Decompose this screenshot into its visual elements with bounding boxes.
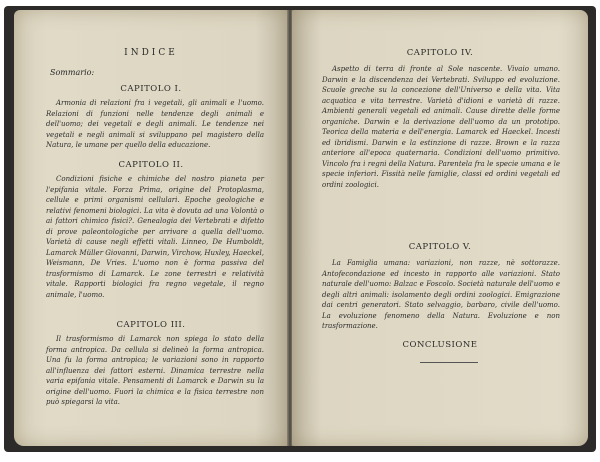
left-page xyxy=(14,10,288,446)
chapter-5-heading: CAPITOLO V. xyxy=(408,242,472,252)
conclusion-heading: CONCLUSIONE xyxy=(402,340,478,350)
closing-rule xyxy=(420,362,478,363)
open-book xyxy=(4,6,596,452)
chapter-1-heading: CAPITOLO I. xyxy=(120,84,182,94)
chapter-2-heading: CAPITOLO II. xyxy=(118,160,184,170)
chapter-5-summary: La Famiglia umana: variazioni, non razze, nè sottorazze. Antofecondazione ed incesto in rapporto alle variazioni. Stato naturale dell'uomo: Balzac e Foscolo. Società naturale dell'uomo e degli altri animali: isolamento degli ordini zoologici. Emigrazione dai centri generatori. Stato selvaggio, barbaro, civile dell'uomo. La evoluzione fenomeno della Natura. Evoluzione e non trasformazione. xyxy=(322,259,560,330)
right-page xyxy=(292,10,588,446)
chapter-3-heading: CAPITOLO III. xyxy=(116,320,186,330)
chapter-4-heading: CAPITOLO IV. xyxy=(406,48,474,58)
chapter-1-summary: Armonia di relazioni fra i vegetali, gli animali e l'uomo. Relazioni di funzioni nelle tendenze degli animali e dell'uomo; dei vegetali e degli animali. Le tendenze nei vegetali e negli animali si sviluppano pel magistero della Natura, le umane per quello della educazione. xyxy=(46,99,264,149)
chapter-2-summary: Condizioni fisiche e chimiche del nostro pianeta per l'epifania vitale. Forza Prima, origine del Protoplasma, cellule e primi organismi cellulari. Epoche geologiche e relativi fenomeni biologici. La vita è dovuta ad una Volontà o ai fattori chimico fisici?. Genealogia dei Vertebrati e difetto di prove paleontologiche per arrivare a quella dell'uomo. Varietà di cause negli effetti vitali. Linneo, De Humboldt, Lamarck Müller Giovanni, Darwin, Virchow, Huxley, Haeckel, Weismann, De Vries. L'uomo non è forma passiva del trasformismo di Lamarck. Le zone terrestri e relatività vitale. Rapporti biologici fra regno vegetale, il regno animale, l'uomo. xyxy=(46,175,264,299)
chapter-4-summary: Aspetto di terra di fronte al Sole nascente. Vivaio umano. Darwin e la discendenza dei Vertebrati. Sviluppo ed evoluzione. Scuole greche su la concezione dell'Universo e della vita. Vita acquatica e vita terrestre. Varietà d'idioni e varietà di razze. Ambienti generali vegetali ed animali. Cause dirette delle forme organiche. Darwin e la derivazione dell'uomo da un prototipo. Teorica della materia e dell'energia. Lamarck ed Haeckel. Incesti ed ibridismi. Darwin e la estinzione di razze. Brown e la razza anteriore all'epoca quaternaria. Condizioni dell'uomo primitivo. Vincolo fra i regni della Natura. Parentela fra le specie umana e le specie inferiori. Fissità nelle famiglie, classi ed ordini vegetali ed ordini zoologici. xyxy=(322,65,560,189)
summary-label: Sommario: xyxy=(50,68,95,77)
index-title: INDICE xyxy=(124,48,178,58)
chapter-3-summary: Il trasformismo di Lamarck non spiega lo stato della forma antropica. Da cellula si delineò la forma antropica. Una fu la forma antropica; le variazioni sono in rapporto all'influenza dei fattori esterni. Dinamica terrestre nella varia epifania vitale. Pensamenti di Lamarck e Darwin su la origine dell'uomo. Fuori la chimica e la fisica terrestre non può spiegarsi la vita. xyxy=(46,335,264,406)
